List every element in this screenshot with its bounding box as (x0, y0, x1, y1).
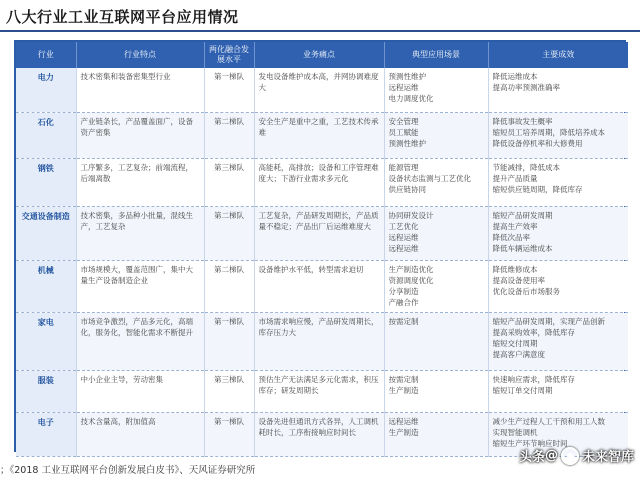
cell-level: 第一梯队 (204, 68, 254, 112)
effect-item: 实现智能调机 (492, 427, 538, 437)
page-title: 八大行业工业互联网平台应用情况 (6, 8, 239, 26)
cell-scenes (384, 158, 488, 206)
effect-item: 降低事故发生概率 (492, 116, 553, 126)
cell-pain: 安全生产是重中之重，工艺技术传承难 (254, 112, 384, 158)
effect-item: 提高采购效率，降低库存 (492, 327, 575, 337)
brand-prefix: 头条 (518, 450, 545, 465)
column-header-scenes: 典型应用场景 (384, 42, 488, 68)
cell-pain: 预估生产无法满足多元化需求，积压库存；研发周期长 (254, 370, 384, 412)
cell-pain: 设备先进但通讯方式各异，人工调机耗时长，工序衔接响应时间长 (254, 412, 384, 456)
scene-item: 预测性维护 (388, 72, 426, 81)
cell-pain: 工艺复杂，产品研发周期长，产品质量不稳定；产品出厂后运维难度大 (254, 206, 384, 260)
cell-industry: 电子 (16, 412, 76, 456)
cell-industry: 钢铁 (16, 158, 76, 206)
effect-item: 提高客户满意度 (492, 349, 545, 359)
cell-features: 市场竞争激烈，产品多元化，高端化，服务化，智能化需求不断提升 (76, 312, 204, 370)
cell-industry: 服装 (16, 370, 76, 412)
table-row (16, 158, 628, 206)
effect-item: 提升产品质量 (492, 173, 538, 183)
scene-item: 能源管理 (388, 162, 419, 172)
scene-item: 生产制造优化 (388, 264, 434, 274)
cell-effects (488, 158, 628, 206)
effect-item: 缩短产品研发周期，实现产品创新 (492, 316, 605, 326)
cell-features: 技术密集，多品种小批量，混线生产，工艺复杂 (76, 206, 204, 260)
table-row (16, 112, 628, 158)
cell-level: 第二梯队 (204, 112, 254, 158)
effect-item: 优化设备后市场服务 (492, 286, 560, 296)
column-header-effects: 主要成效 (488, 42, 628, 68)
column-header-features: 行业特点 (76, 42, 204, 68)
scene-item: 远程运维 (388, 83, 419, 92)
scene-item: 预测性维护 (388, 138, 426, 148)
scene-item: 安全管理 (388, 116, 419, 126)
cell-features: 市场规模大，覆盖范围广，集中大量生产设备制造企业 (76, 260, 204, 312)
cell-level: 第二梯队 (204, 260, 254, 312)
effect-item: 缩短员工培养周期，降低培养成本 (492, 127, 605, 137)
cell-features: 工序繁多，工艺复杂；前端流程，后端离散 (76, 158, 204, 206)
effect-item: 降低次品率 (492, 232, 530, 242)
watermark-brand (519, 446, 634, 465)
cell-industry: 电力 (16, 68, 76, 112)
cell-scenes (384, 206, 488, 260)
cell-industry: 机械 (16, 260, 76, 312)
scene-item: 资源调度优化 (388, 275, 434, 285)
column-header-pain: 业务痛点 (254, 42, 384, 68)
scene-item: 供应链协同 (388, 184, 426, 194)
brand-logo-icon (561, 447, 579, 465)
column-header-level: 两化融合发展水平 (204, 42, 254, 68)
scene-item: 工艺优化 (388, 221, 419, 231)
effect-item: 快速响应需求，降低库存 (492, 374, 575, 384)
cell-level: 第二梯队 (204, 206, 254, 260)
cell-features: 技术密集和装备密集型行业 (76, 68, 204, 112)
cell-level: 第一梯队 (204, 312, 254, 370)
effect-item: 降低维修成本 (492, 264, 538, 274)
cell-effects (488, 206, 628, 260)
effect-item: 提高功率预测准确率 (492, 83, 560, 92)
brand-at: @ (544, 448, 558, 463)
column-header-industry: 行业 (16, 42, 76, 68)
effect-item: 节能减排，降低成本 (492, 162, 560, 172)
cell-features: 中小企业主导，劳动密集 (76, 370, 204, 412)
title-divider (0, 30, 640, 32)
scene-item: 员工赋能 (388, 127, 419, 137)
cell-industry: 家电 (16, 312, 76, 370)
scene-item: 生产制造 (388, 427, 419, 437)
cell-features: 产业链条长，产品覆盖面广，设备资产密集 (76, 112, 204, 158)
scene-item: 远程运维 (388, 243, 419, 253)
scene-item: 电力调度优化 (388, 94, 434, 103)
effect-item: 提高设备使用率 (492, 275, 545, 285)
cell-features: 技术含量高，附加值高 (76, 412, 204, 456)
scene-item: 远程运维 (388, 416, 419, 426)
cell-pain: 高能耗，高排放；设备和工序管理难度大；下游行业需求多元化 (254, 158, 384, 206)
scene-item: 分享制造 (388, 286, 419, 296)
cell-effects (488, 370, 628, 412)
table-row (16, 68, 628, 112)
cell-pain: 设备维护水平低，转型需求迫切 (254, 260, 384, 312)
cell-scenes (384, 412, 488, 456)
cell-pain: 市场需求响应慢，产品研发周期长，库存压力大 (254, 312, 384, 370)
table-row (16, 260, 628, 312)
effect-item: 缩短订单交付周期 (492, 385, 553, 395)
table-row (16, 370, 628, 412)
scene-item: 按需定制 (388, 374, 419, 384)
industry-table (14, 40, 626, 452)
scene-item: 远程运维 (388, 232, 419, 242)
table-body (16, 68, 628, 456)
effect-item: 缩短产品研发周期 (492, 210, 553, 220)
effect-item: 缩短交付周期 (492, 338, 538, 348)
scene-item: 生产制造 (388, 385, 419, 395)
effect-item: 减少生产过程人工干预和用工人数 (492, 416, 605, 426)
effect-item: 缩短生产环节响应时间 (492, 438, 568, 448)
cell-effects (488, 312, 628, 370)
table-row (16, 312, 628, 370)
scene-item: 产融合作 (388, 297, 419, 307)
cell-industry: 交通设备制造 (16, 206, 76, 260)
effect-item: 缩短供应链周期，降低库存 (492, 184, 583, 194)
cell-effects (488, 68, 628, 112)
scene-item: 设备状态监测与工艺优化 (388, 173, 471, 183)
cell-effects (488, 112, 628, 158)
cell-effects (488, 260, 628, 312)
cell-level: 第一梯队 (204, 412, 254, 456)
scene-item: 按需定制 (388, 316, 419, 326)
cell-level: 第三梯队 (204, 158, 254, 206)
effect-item: 提高生产效率 (492, 221, 538, 231)
effect-item: 降低设备停机率和大修费用 (492, 138, 583, 148)
cell-scenes (384, 260, 488, 312)
source-footnote: ；《2018 工业互联网平台创新发展白皮书》、天风证券研究所 (0, 465, 256, 476)
cell-scenes (384, 68, 488, 112)
cell-scenes (384, 112, 488, 158)
cell-scenes (384, 370, 488, 412)
effect-item: 降低运维成本 (492, 72, 538, 81)
effect-item: 降低车辆运维成本 (492, 243, 553, 253)
brand-name: 未来智库 (581, 450, 634, 465)
cell-scenes (384, 312, 488, 370)
cell-pain: 发电设备维护成本高，并网协调难度大 (254, 68, 384, 112)
scene-item: 协同研发设计 (388, 210, 434, 220)
table-header-row (16, 42, 628, 68)
cell-level: 第三梯队 (204, 370, 254, 412)
cell-industry: 石化 (16, 112, 76, 158)
table-row (16, 206, 628, 260)
